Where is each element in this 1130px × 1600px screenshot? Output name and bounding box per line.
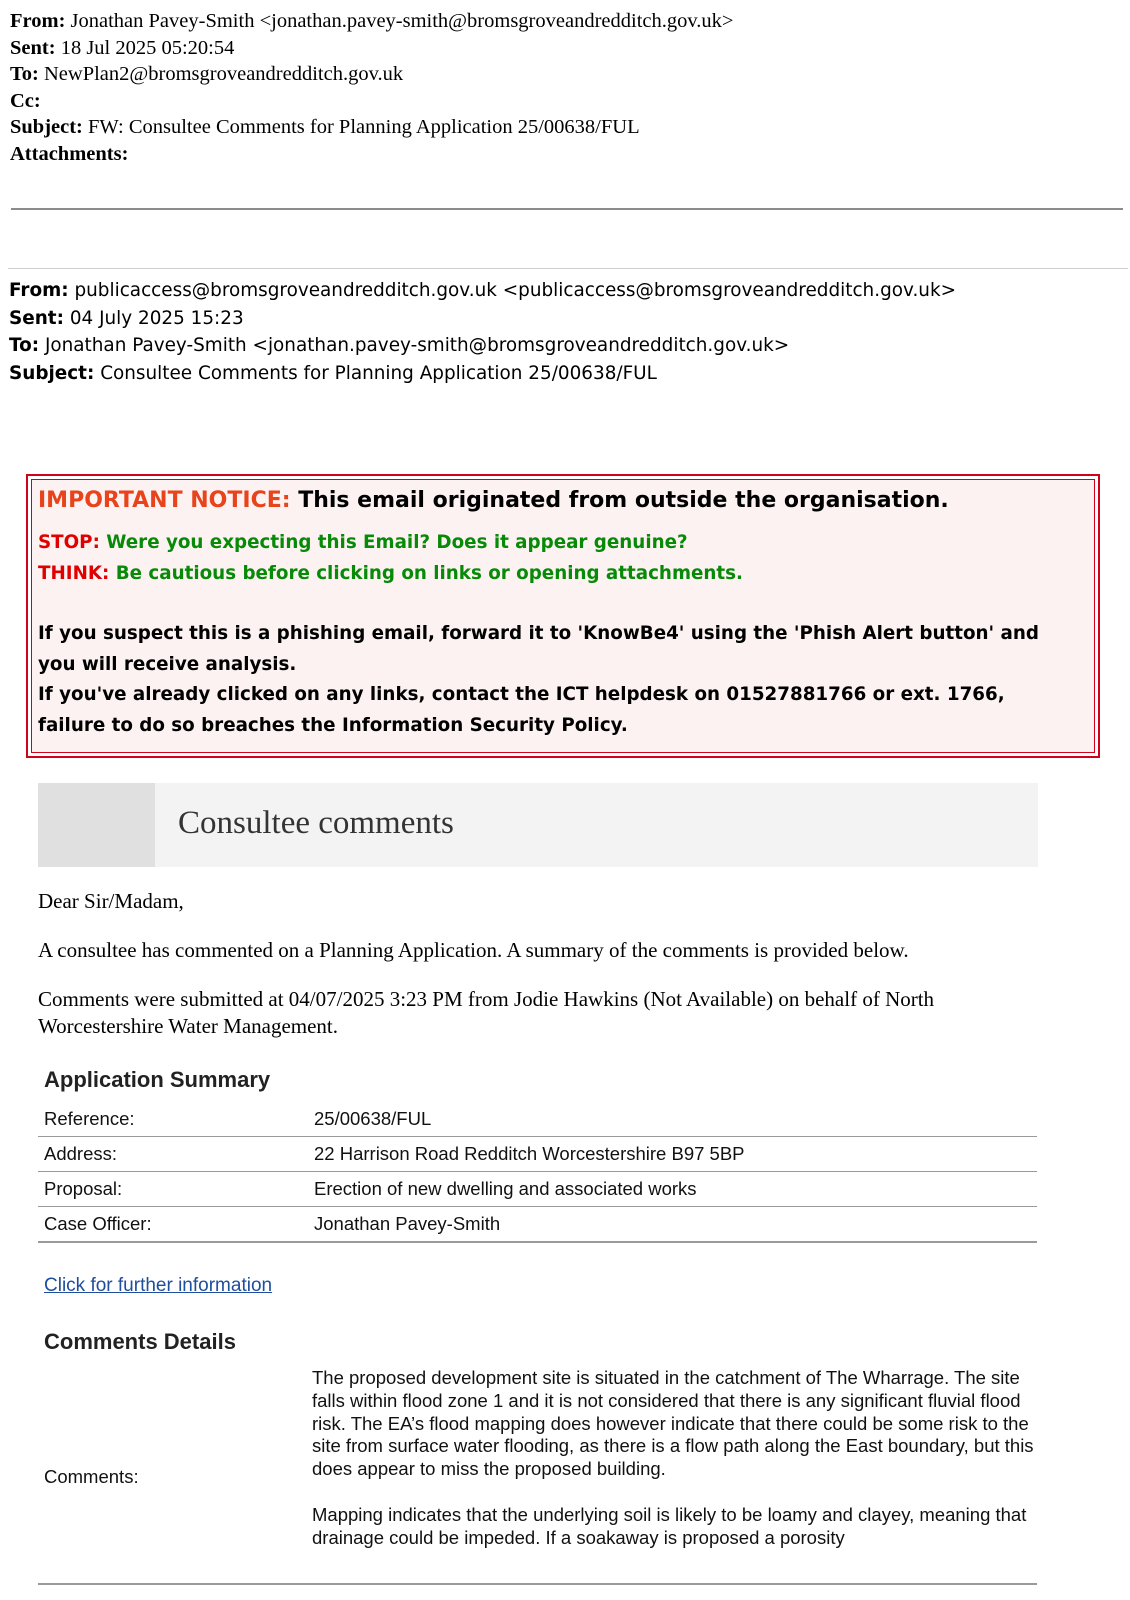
- consultee-comments-banner: [38, 783, 1038, 867]
- outer-attachments-row: Attachments:: [10, 142, 129, 165]
- inner-from-value: publicaccess@bromsgroveandredditch.gov.uk <publicaccess@bromsgroveandredditch.gov.uk>: [74, 280, 957, 301]
- reference-label: Reference:: [38, 1102, 308, 1137]
- outer-subject-value: FW: Consultee Comments for Planning Application 25/00638/FUL: [88, 116, 640, 138]
- address-label: Address:: [38, 1137, 308, 1172]
- reference-value: 25/00638/FUL: [308, 1102, 1037, 1137]
- outer-from-row: From: Jonathan Pavey-Smith <jonathan.pavey-smith@bromsgroveandredditch.gov.uk>: [10, 10, 734, 32]
- inner-sent-row: Sent: 04 July 2025 15:23: [9, 307, 244, 329]
- inner-sent-value: 04 July 2025 15:23: [69, 307, 244, 329]
- greeting: Dear Sir/Madam,: [38, 889, 184, 913]
- application-summary-table: [38, 1102, 1037, 1243]
- outer-cc-row: Cc:: [10, 89, 41, 112]
- table-row: [38, 1172, 1037, 1207]
- outer-sent-row: Sent: 18 Jul 2025 05:20:54: [10, 36, 235, 59]
- notice-title: IMPORTANT NOTICE: This email originated from outside the organisation.: [38, 488, 949, 513]
- table-row: [38, 1207, 1037, 1243]
- proposal-value: Erection of new dwelling and associated works: [308, 1172, 1037, 1207]
- inner-to-row: To: Jonathan Pavey-Smith <jonathan.pavey-smith@bromsgroveandredditch.gov.uk>: [9, 335, 790, 356]
- comments-label: Comments:: [44, 1466, 139, 1487]
- outer-email-header: [10, 8, 733, 167]
- submitted-text: Comments were submitted at 04/07/2025 3:23 PM from Jodie Hawkins (Not Available) on behalf of North Worcestershire Water Management.: [38, 987, 935, 1038]
- notice-inner-box: [31, 479, 1095, 753]
- inner-email-header: [9, 277, 956, 387]
- inner-to-value: Jonathan Pavey-Smith <jonathan.pavey-smith@bromsgroveandredditch.gov.uk>: [44, 335, 790, 356]
- banner-logo-placeholder: [38, 783, 155, 867]
- case-officer-label: Case Officer:: [38, 1207, 308, 1243]
- banner-title: Consultee comments: [178, 805, 454, 841]
- inner-from-row: From: publicaccess@bromsgroveandredditch.gov.uk <publicaccess@bromsgroveandredditch.gov.uk>: [9, 280, 957, 301]
- header-divider: [11, 208, 1123, 210]
- proposal-label: Proposal:: [38, 1172, 308, 1207]
- comments-details-title: Comments Details: [44, 1329, 236, 1354]
- case-officer-value: Jonathan Pavey-Smith: [308, 1207, 1037, 1243]
- table-row: [38, 1137, 1037, 1172]
- notice-stop-line: STOP: Were you expecting this Email? Does it appear genuine?: [38, 532, 688, 553]
- comments-text: [312, 1367, 1037, 1572]
- outer-sent-value: 18 Jul 2025 05:20:54: [60, 36, 235, 59]
- comments-paragraph-2: Mapping indicates that the underlying soil is likely to be loamy and clayey, meaning that drainage could be impeded. If a soakaway is proposed a porosity: [312, 1503, 1027, 1548]
- comments-bottom-rule: [38, 1583, 1037, 1585]
- outer-to-value: NewPlan2@bromsgroveandredditch.gov.uk: [44, 63, 404, 85]
- notice-clicked-text: If you've already clicked on any links, contact the ICT helpdesk on 01527881766 or ext. 1766, failure to do so breaches the Information Security Policy.: [38, 684, 1005, 736]
- intro-text: A consultee has commented on a Planning Application. A summary of the comments is provided below.: [38, 938, 909, 962]
- external-email-notice: [26, 474, 1100, 758]
- application-summary-title: Application Summary: [44, 1067, 271, 1092]
- outer-subject-row: Subject: FW: Consultee Comments for Planning Application 25/00638/FUL: [10, 116, 640, 138]
- outer-from-value: Jonathan Pavey-Smith <jonathan.pavey-smith@bromsgroveandredditch.gov.uk>: [70, 10, 734, 32]
- address-value: 22 Harrison Road Redditch Worcestershire B97 5BP: [308, 1137, 1037, 1172]
- further-information-link[interactable]: Click for further information: [44, 1275, 273, 1296]
- table-row: [38, 1102, 1037, 1137]
- forward-divider: [8, 268, 1128, 269]
- notice-think-line: THINK: Be cautious before clicking on links or opening attachments.: [38, 562, 743, 584]
- comments-paragraph-1: The proposed development site is situated in the catchment of The Wharrage. The site falls within flood zone 1 and it is not considered that there is any significant fluvial flood risk. The EA’s flood mapping does however indicate that there could be some risk to the site from surface water flooding, as there is a flow path along the East boundary, but this does appear to miss the proposed building.: [312, 1367, 1034, 1480]
- inner-subject-value: Consultee Comments for Planning Application 25/00638/FUL: [100, 362, 657, 384]
- outer-to-row: To: NewPlan2@bromsgroveandredditch.gov.uk: [10, 63, 404, 85]
- inner-subject-row: Subject: Consultee Comments for Planning Application 25/00638/FUL: [9, 362, 657, 384]
- notice-phish-text: If you suspect this is a phishing email, forward it to 'KnowBe4' using the 'Phish Alert button' and you will receive analysis.: [38, 623, 1039, 675]
